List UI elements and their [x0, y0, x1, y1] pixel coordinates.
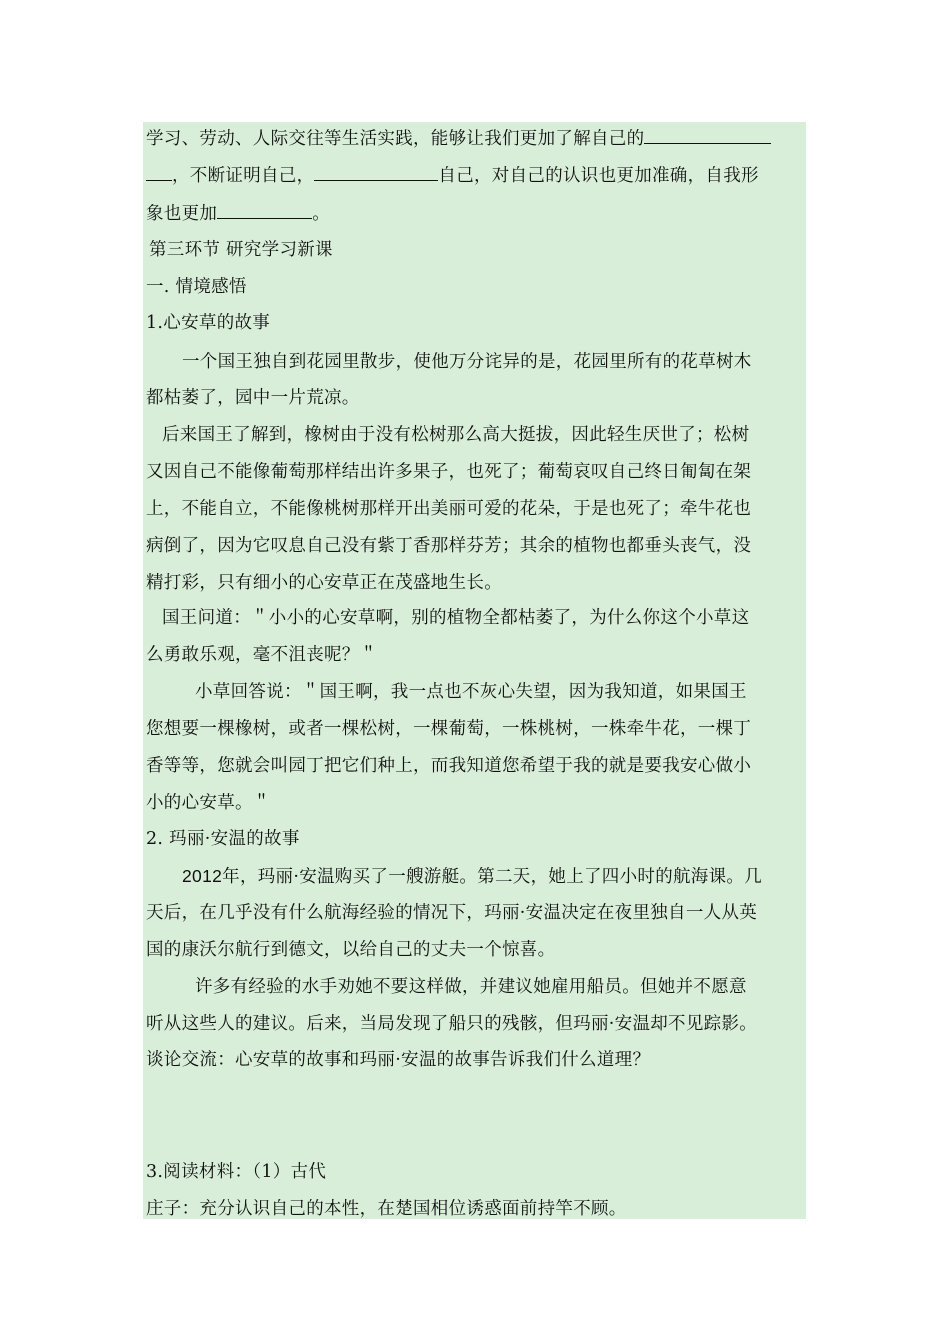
story2-line: 国的康沃尔航行到德文，以给自己的丈夫一个惊喜。 [146, 940, 556, 960]
story1-line: 病倒了，因为它叹息自己没有紫丁香那样芬芳；其余的植物也都垂头丧气，没 [146, 536, 752, 556]
story1-line: 您想要一棵橡树，或者一棵松树，一棵葡萄，一株桃树，一株牵牛花，一棵丁 [146, 719, 752, 739]
story2-line: 许多有经验的水手劝她不要这样做，并建议她雇用船员。但她并不愿意 [195, 977, 747, 997]
fill-blank-1-cont[interactable] [146, 162, 172, 181]
discussion-prompt: 谈论交流：心安草的故事和玛丽·安温的故事告诉我们什么道理？ [146, 1050, 651, 1070]
story1-line: 后来国王了解到，橡树由于没有松树那么高大挺拔，因此轻生厌世了；松树 [162, 425, 750, 445]
story1-line: 国王问道：＂小小的心安草啊，别的植物全都枯萎了，为什么你这个小草这 [162, 608, 750, 628]
reading-zhuangzi: 庄子：充分认识自己的本性，在楚国相位诱惑面前持竿不顾。 [146, 1199, 627, 1219]
fill-blank-3[interactable] [217, 200, 312, 219]
part-one-heading: 一. 情境感悟 [146, 277, 247, 297]
intro-line-1 [146, 125, 771, 151]
reading-title: 3.阅读材料：（1）古代 [146, 1162, 327, 1182]
story2-line [182, 864, 762, 889]
intro-text-3a: 象也更加 [146, 204, 218, 224]
intro-text-2b: 自己，对自己的认识也更加准确，自我形 [438, 166, 759, 186]
story1-line: 香等等，您就会叫园丁把它们种上，而我知道您希望于我的就是要我安心做小 [146, 756, 752, 776]
fill-blank-1[interactable] [644, 125, 771, 144]
intro-line-2 [146, 162, 759, 188]
story1-line: 小的心安草。＂ [146, 793, 271, 813]
story1-line: 又因自己不能像葡萄那样结出许多果子，也死了；葡萄哀叹自己终日匍匐在架 [146, 462, 752, 482]
story1-line: 上，不能自立，不能像桃树那样开出美丽可爱的花朵，于是也死了；牵牛花也 [146, 499, 752, 519]
story1-line: 么勇敢乐观，毫不沮丧呢？＂ [146, 645, 378, 665]
story2-line: 天后，在几乎没有什么航海经验的情况下，玛丽·安温决定在夜里独自一人从英 [146, 903, 758, 923]
section-heading: 第三环节 研究学习新课 [149, 240, 333, 260]
story2-title: 2. 玛丽·安温的故事 [146, 829, 300, 849]
fill-blank-2[interactable] [314, 162, 438, 181]
intro-text-3b: 。 [312, 204, 331, 224]
story2-line: 听从这些人的建议。后来，当局发现了船只的残骸，但玛丽·安温却不见踪影。 [146, 1014, 758, 1034]
story1-line: 精打彩，只有细小的心安草正在茂盛地生长。 [146, 573, 502, 593]
intro-line-3 [146, 200, 330, 226]
story1-line: 都枯萎了，园中一片荒凉。 [146, 388, 360, 408]
story2-line-text: 年，玛丽·安温购买了一艘游艇。第二天，她上了四小时的航海课。几 [222, 867, 763, 887]
story1-title: 1.心安草的故事 [146, 313, 271, 333]
story2-year: 2012 [182, 866, 223, 886]
story1-line: 一个国王独自到花园里散步，使他万分诧异的是，花园里所有的花草树木 [182, 352, 752, 372]
intro-text-2a: ，不断证明自己， [172, 166, 315, 186]
story1-line: 小草回答说：＂国王啊，我一点也不灰心失望，因为我知道，如果国王 [195, 682, 747, 702]
intro-text-1: 学习、劳动、人际交往等生活实践，能够让我们更加了解自己的 [146, 129, 645, 149]
